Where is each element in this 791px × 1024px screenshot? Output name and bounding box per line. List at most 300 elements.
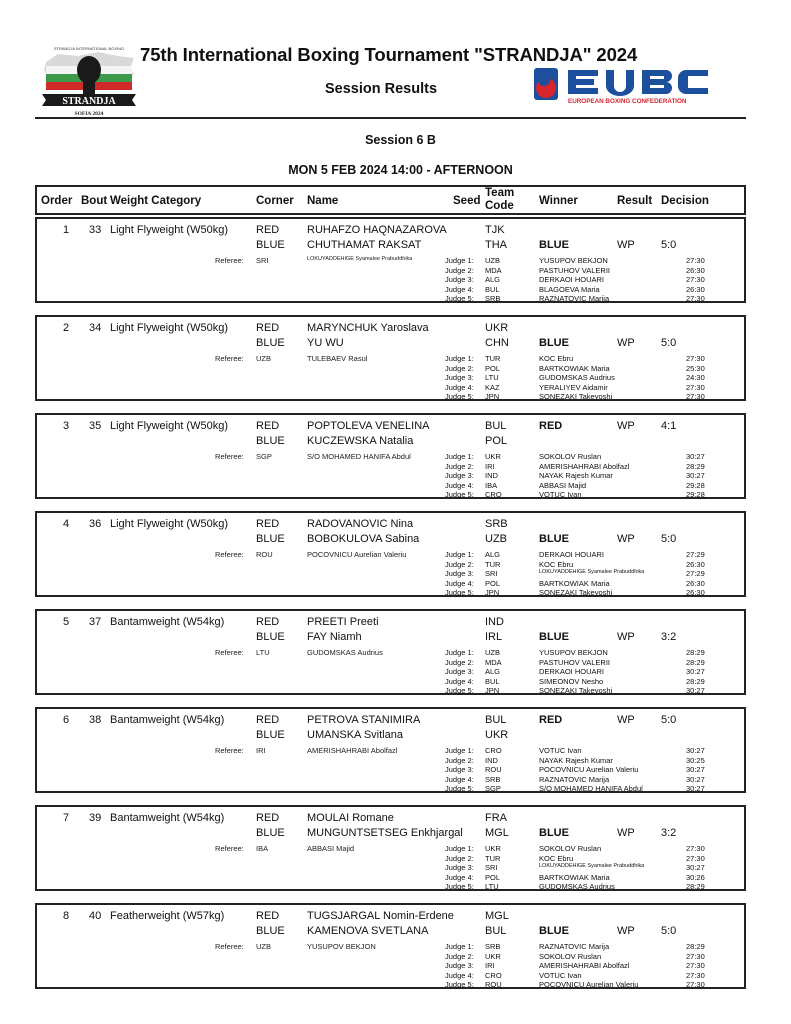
judge-row (37, 952, 744, 962)
judge-team: UKR (485, 951, 501, 961)
judge-row (37, 942, 744, 952)
winner-corner: RED (539, 714, 563, 726)
bout-order: 5 (63, 616, 70, 628)
judge-label: Judge 3: (445, 569, 474, 579)
judge-row (37, 285, 744, 295)
referee-name: GUDOMSKAS Audrius (307, 648, 383, 657)
svg-text:STRANDJA INTERNATIONAL BOXING: STRANDJA INTERNATIONAL BOXING (53, 46, 125, 51)
judge-label: Judge 1: (445, 354, 474, 363)
judge-label: Judge 3: (445, 863, 474, 873)
judge-label: Judge 5: (445, 392, 474, 402)
judge-name: SONEZAKI Takeyoshi (539, 686, 613, 696)
judge-row (37, 980, 744, 990)
judge-team: UZB (485, 648, 500, 657)
judge-team: MDA (485, 657, 502, 667)
col-corner: Corner (256, 195, 294, 207)
bout-number: 40 (89, 910, 102, 922)
judge-team: SRB (485, 294, 501, 304)
referee-name: ABBASI Majid (307, 844, 355, 853)
judge-team: MDA (485, 265, 502, 275)
judge-name: LOKUYADDEHIGE Syamalee Prabuddhika (539, 863, 645, 870)
red-corner-label: RED (256, 910, 280, 922)
bout-number: 35 (89, 420, 102, 432)
judge-score: 28:29 (686, 648, 705, 657)
tournament-title: 75th International Boxing Tournament "STRANDJA" 2024 (140, 44, 638, 65)
blue-team-code: THA (485, 239, 507, 251)
judge-name: YUSUPOV BEKJON (539, 256, 608, 265)
judge-team: ALG (485, 275, 501, 285)
judge-label: Judge 5: (445, 686, 474, 696)
bout-order: 6 (63, 714, 70, 726)
judge-name: POCOVNICU Aurelian Valeriu (539, 765, 639, 775)
judge-row (37, 844, 744, 854)
judge-team: KAZ (485, 382, 500, 392)
judge-row (37, 784, 744, 794)
red-boxer-name: PREETI Preeti (307, 616, 379, 628)
blue-corner-label: BLUE (256, 337, 285, 349)
judge-name: SIMEONOV Nesho (539, 676, 604, 686)
blue-team-code: UZB (485, 533, 507, 545)
blue-corner-label: BLUE (256, 533, 285, 545)
svg-text:EUROPEAN BOXING CONFEDERATION: EUROPEAN BOXING CONFEDERATION (568, 98, 687, 105)
judge-row (37, 765, 744, 775)
referee-team: UZB (256, 354, 271, 363)
judge-team: SRB (485, 774, 501, 784)
judge-score: 25:30 (686, 363, 705, 373)
judge-score: 27:30 (686, 392, 705, 402)
judge-name: DERKAOI HOUARI (539, 275, 605, 285)
referee-label: Referee: (215, 452, 244, 461)
bout-number: 33 (89, 224, 102, 236)
bout-number: 38 (89, 714, 102, 726)
referee-team: UZB (256, 942, 271, 951)
judge-name: ABBASI Majid (539, 480, 587, 490)
judge-team: JPN (485, 686, 500, 696)
judge-team: UKR (485, 452, 501, 461)
judge-score: 29:28 (686, 490, 705, 500)
blue-team-code: POL (485, 435, 508, 447)
referee-label: Referee: (215, 648, 244, 657)
referee-name: TULEBAEV Rasul (307, 354, 368, 363)
judge-score: 30:27 (686, 863, 705, 873)
judge-label: Judge 1: (445, 746, 474, 755)
judge-team: SRI (485, 863, 498, 873)
judge-label: Judge 5: (445, 490, 474, 500)
judge-row (37, 560, 744, 570)
judge-score: 28:29 (686, 657, 705, 667)
judge-name: BARTKOWIAK Maria (539, 363, 610, 373)
judge-score: 24:30 (686, 373, 705, 383)
referee-label: Referee: (215, 550, 244, 559)
judge-score: 30:27 (686, 452, 705, 461)
judge-name: BARTKOWIAK Maria (539, 578, 610, 588)
judge-label: Judge 2: (445, 853, 474, 863)
judge-name: VOTUC Ivan (539, 970, 582, 980)
decision-score: 5:0 (661, 925, 677, 937)
judge-score: 26:30 (686, 559, 705, 569)
judge-label: Judge 3: (445, 373, 474, 383)
judge-row (37, 256, 744, 266)
judge-team: JPN (485, 588, 500, 598)
judge-name: VOTUC Ivan (539, 746, 582, 755)
red-team-code: BUL (485, 714, 507, 726)
judge-team: ROU (485, 765, 502, 775)
judge-team: UKR (485, 844, 501, 853)
judge-score: 26:30 (686, 265, 705, 275)
judge-score: 27:29 (686, 569, 705, 579)
judge-score: 28:29 (686, 882, 705, 892)
bout-order: 1 (63, 224, 70, 236)
judge-label: Judge 4: (445, 676, 474, 686)
judge-row (37, 775, 744, 785)
judge-name: PASTUHOV VALERII (539, 657, 610, 667)
judge-team: CRO (485, 746, 502, 755)
winner-corner: BLUE (539, 925, 569, 937)
judge-label: Judge 5: (445, 980, 474, 990)
judge-row (37, 971, 744, 981)
bout-order: 7 (63, 812, 70, 824)
red-boxer-name: PETROVA STANIMIRA (307, 714, 421, 726)
blue-corner-label: BLUE (256, 925, 285, 937)
judge-label: Judge 3: (445, 471, 474, 481)
judge-name: AMERISHAHRABI Abolfazl (539, 961, 630, 971)
judge-team: TUR (485, 354, 501, 363)
blue-corner-label: BLUE (256, 239, 285, 251)
judge-score: 30:27 (686, 667, 705, 677)
judge-team: TUR (485, 559, 501, 569)
col-name: Name (307, 195, 339, 207)
judge-name: YERALIYEV Aidamir (539, 382, 608, 392)
blue-team-code: MGL (485, 827, 509, 839)
winner-corner: BLUE (539, 533, 569, 545)
judge-name: DERKAOI HOUARI (539, 667, 605, 677)
judge-name: KOC Ebru (539, 354, 574, 363)
judge-score: 30:27 (686, 774, 705, 784)
judge-team: POL (485, 872, 501, 882)
referee-label: Referee: (215, 354, 244, 363)
weight-category: Bantamweight (W54kg) (110, 714, 225, 726)
col-winner: Winner (539, 195, 578, 207)
judge-name: RAZNATOVIC Marija (539, 294, 610, 304)
red-team-code: MGL (485, 910, 509, 922)
page-header (0, 0, 791, 120)
referee-team: SRI (256, 256, 269, 265)
judge-row (37, 490, 744, 500)
judge-label: Judge 3: (445, 765, 474, 775)
bout-block (35, 413, 746, 499)
judge-score: 27:30 (686, 382, 705, 392)
judge-team: POL (485, 363, 501, 373)
bout-number: 37 (89, 616, 102, 628)
judge-row (37, 354, 744, 364)
judge-team: SGP (485, 784, 501, 794)
svg-text:STRANDJA: STRANDJA (62, 96, 116, 107)
blue-team-code: UKR (485, 729, 509, 741)
judge-team: UZB (485, 256, 500, 265)
bout-number: 34 (89, 322, 102, 334)
col-weight-category: Weight Category (110, 195, 202, 207)
judge-name: GUDOMSKAS Audrius (539, 373, 615, 383)
judge-score: 29:28 (686, 480, 705, 490)
judge-score: 27:29 (686, 550, 705, 559)
judge-team: IRI (485, 961, 495, 971)
judge-name: YUSUPOV BEKJON (539, 648, 608, 657)
judge-team: BUL (485, 676, 500, 686)
eubc-logo (532, 66, 738, 106)
judge-score: 30:27 (686, 686, 705, 696)
referee-label: Referee: (215, 844, 244, 853)
judge-label: Judge 2: (445, 657, 474, 667)
decision-score: 5:0 (661, 337, 677, 349)
judge-team: IND (485, 755, 498, 765)
referee-team: IBA (256, 844, 269, 853)
header-divider (35, 117, 746, 119)
judge-name: S/O MOHAMED HANIFA Abdul (539, 784, 643, 794)
judge-team: TUR (485, 853, 501, 863)
judge-score: 28:29 (686, 942, 705, 951)
judge-score: 27:30 (686, 951, 705, 961)
decision-score: 3:2 (661, 827, 677, 839)
judge-label: Judge 3: (445, 667, 474, 677)
red-boxer-name: POPTOLEVA VENELINA (307, 420, 430, 432)
judge-label: Judge 2: (445, 265, 474, 275)
col-bout: Bout (81, 195, 108, 207)
judge-team: JPN (485, 392, 500, 402)
judge-score: 26:30 (686, 578, 705, 588)
bout-number: 36 (89, 518, 102, 530)
judge-name: KOC Ebru (539, 853, 574, 863)
judge-row (37, 658, 744, 668)
judge-name: RAZNATOVIC Marija (539, 774, 610, 784)
result-type: WP (617, 420, 635, 432)
judge-label: Judge 1: (445, 452, 474, 461)
judge-label: Judge 2: (445, 363, 474, 373)
judge-team: BUL (485, 284, 500, 294)
judge-score: 27:30 (686, 275, 705, 285)
judge-team: ALG (485, 667, 501, 677)
red-team-code: SRB (485, 518, 508, 530)
report-subtitle: Session Results (325, 81, 438, 97)
red-team-code: FRA (485, 812, 507, 824)
referee-name: S/O MOHAMED HANIFA Abdul (307, 452, 411, 461)
bout-block (35, 805, 746, 891)
referee-team: ROU (256, 550, 273, 559)
judge-score: 28:29 (686, 461, 705, 471)
judge-score: 27:30 (686, 980, 705, 990)
judge-score: 30:26 (686, 872, 705, 882)
judge-row (37, 364, 744, 374)
judge-score: 27:30 (686, 853, 705, 863)
judge-row (37, 392, 744, 402)
judge-row (37, 569, 744, 579)
referee-name: LOKUYADDEHIGE Syamalee Prabuddhika (307, 256, 413, 262)
red-corner-label: RED (256, 518, 280, 530)
judge-score: 26:30 (686, 284, 705, 294)
blue-boxer-name: KUCZEWSKA Natalia (307, 435, 414, 447)
judge-name: SOKOLOV Ruslan (539, 951, 602, 961)
judge-name: KOC Ebru (539, 559, 574, 569)
winner-corner: BLUE (539, 827, 569, 839)
judge-label: Judge 4: (445, 970, 474, 980)
red-corner-label: RED (256, 812, 280, 824)
blue-corner-label: BLUE (256, 827, 285, 839)
judge-label: Judge 2: (445, 559, 474, 569)
judge-name: POCOVNICU Aurelian Valeriu (539, 980, 639, 990)
judge-score: 30:27 (686, 765, 705, 775)
judge-name: SONEZAKI Takeyoshi (539, 588, 613, 598)
bout-order: 4 (63, 518, 70, 530)
judge-team: ROU (485, 980, 502, 990)
blue-boxer-name: CHUTHAMAT RAKSAT (307, 239, 422, 251)
blue-corner-label: BLUE (256, 631, 285, 643)
blue-boxer-name: UMANSKA Svitlana (307, 729, 403, 741)
judge-label: Judge 4: (445, 480, 474, 490)
judge-label: Judge 1: (445, 550, 474, 559)
bout-number: 39 (89, 812, 102, 824)
weight-category: Light Flyweight (W50kg) (110, 518, 228, 530)
red-corner-label: RED (256, 224, 280, 236)
judge-row (37, 588, 744, 598)
judge-row (37, 677, 744, 687)
judge-label: Judge 3: (445, 275, 474, 285)
blue-boxer-name: KAMENOVA SVETLANA (307, 925, 429, 937)
judge-team: SRB (485, 942, 501, 951)
judge-name: PASTUHOV VALERII (539, 265, 610, 275)
blue-boxer-name: MUNGUNTSETSEG Enkhjargal (307, 827, 463, 839)
judge-label: Judge 3: (445, 961, 474, 971)
judge-team: SRI (485, 569, 498, 579)
judge-row (37, 481, 744, 491)
bout-block (35, 511, 746, 597)
red-team-code: BUL (485, 420, 507, 432)
red-boxer-name: RADOVANOVIC Nina (307, 518, 414, 530)
blue-team-code: CHN (485, 337, 509, 349)
judge-name: BARTKOWIAK Maria (539, 872, 610, 882)
decision-score: 5:0 (661, 239, 677, 251)
winner-corner: BLUE (539, 337, 569, 349)
judge-row (37, 373, 744, 383)
judge-row (37, 667, 744, 677)
judge-label: Judge 1: (445, 942, 474, 951)
judge-team: IBA (485, 480, 498, 490)
red-team-code: TJK (485, 224, 505, 236)
bout-block (35, 315, 746, 401)
judge-row (37, 882, 744, 892)
red-team-code: UKR (485, 322, 509, 334)
judge-team: LTU (485, 373, 499, 383)
judge-name: GUDOMSKAS Audrius (539, 882, 615, 892)
judge-label: Judge 5: (445, 588, 474, 598)
judge-team: POL (485, 578, 501, 588)
bout-block (35, 609, 746, 695)
referee-label: Referee: (215, 746, 244, 755)
judge-score: 27:30 (686, 844, 705, 853)
judge-score: 28:29 (686, 676, 705, 686)
blue-boxer-name: YU WU (307, 337, 344, 349)
judge-score: 27:30 (686, 354, 705, 363)
judge-row (37, 863, 744, 873)
weight-category: Bantamweight (W54kg) (110, 616, 225, 628)
judge-row (37, 873, 744, 883)
result-type: WP (617, 239, 635, 251)
column-header-row (35, 185, 746, 215)
red-corner-label: RED (256, 714, 280, 726)
referee-name: POCOVNICU Aurelian Valeriu (307, 550, 407, 559)
red-team-code: IND (485, 616, 504, 628)
judge-label: Judge 2: (445, 951, 474, 961)
judge-label: Judge 4: (445, 284, 474, 294)
judge-name: BLAGOEVA Maria (539, 284, 600, 294)
bout-block (35, 217, 746, 303)
judge-row (37, 961, 744, 971)
weight-category: Light Flyweight (W50kg) (110, 420, 228, 432)
judge-team: IRI (485, 461, 495, 471)
blue-team-code: BUL (485, 925, 507, 937)
judge-row (37, 266, 744, 276)
judge-label: Judge 4: (445, 774, 474, 784)
judge-name: SOKOLOV Ruslan (539, 452, 602, 461)
judge-row (37, 462, 744, 472)
referee-team: SGP (256, 452, 272, 461)
judge-score: 27:30 (686, 961, 705, 971)
result-type: WP (617, 714, 635, 726)
judge-team: LTU (485, 882, 499, 892)
judge-name: VOTUC Ivan (539, 490, 582, 500)
judge-score: 27:30 (686, 970, 705, 980)
decision-score: 5:0 (661, 533, 677, 545)
judge-row (37, 471, 744, 481)
referee-team: LTU (256, 648, 270, 657)
judge-label: Judge 1: (445, 648, 474, 657)
judge-row (37, 452, 744, 462)
judge-name: NAYAK Rajesh Kumar (539, 471, 613, 481)
referee-label: Referee: (215, 256, 244, 265)
judge-row (37, 294, 744, 304)
judge-row (37, 550, 744, 560)
judge-label: Judge 5: (445, 784, 474, 794)
col-decision: Decision (661, 195, 709, 207)
referee-team: IRI (256, 746, 266, 755)
red-boxer-name: MOULAI Romane (307, 812, 394, 824)
judge-label: Judge 5: (445, 294, 474, 304)
session-name: Session 6 B (365, 133, 436, 147)
winner-corner: BLUE (539, 631, 569, 643)
winner-corner: RED (539, 420, 563, 432)
judge-team: ALG (485, 550, 501, 559)
blue-corner-label: BLUE (256, 435, 285, 447)
col-order: Order (41, 195, 73, 207)
judge-row (37, 854, 744, 864)
bout-order: 8 (63, 910, 70, 922)
judge-name: DERKAOI HOUARI (539, 550, 605, 559)
judge-name: SONEZAKI Takeyoshi (539, 392, 613, 402)
judge-label: Judge 4: (445, 382, 474, 392)
judge-label: Judge 4: (445, 872, 474, 882)
red-corner-label: RED (256, 322, 280, 334)
decision-score: 5:0 (661, 714, 677, 726)
judge-row (37, 746, 744, 756)
weight-category: Light Flyweight (W50kg) (110, 224, 228, 236)
judge-label: Judge 1: (445, 256, 474, 265)
judge-name: NAYAK Rajesh Kumar (539, 755, 613, 765)
judge-score: 26:30 (686, 588, 705, 598)
judge-name: RAZNATOVIC Marija (539, 942, 610, 951)
judge-label: Judge 1: (445, 844, 474, 853)
bout-order: 3 (63, 420, 70, 432)
judge-score: 30:25 (686, 755, 705, 765)
judge-score: 27:30 (686, 256, 705, 265)
judge-score: 27:30 (686, 294, 705, 304)
